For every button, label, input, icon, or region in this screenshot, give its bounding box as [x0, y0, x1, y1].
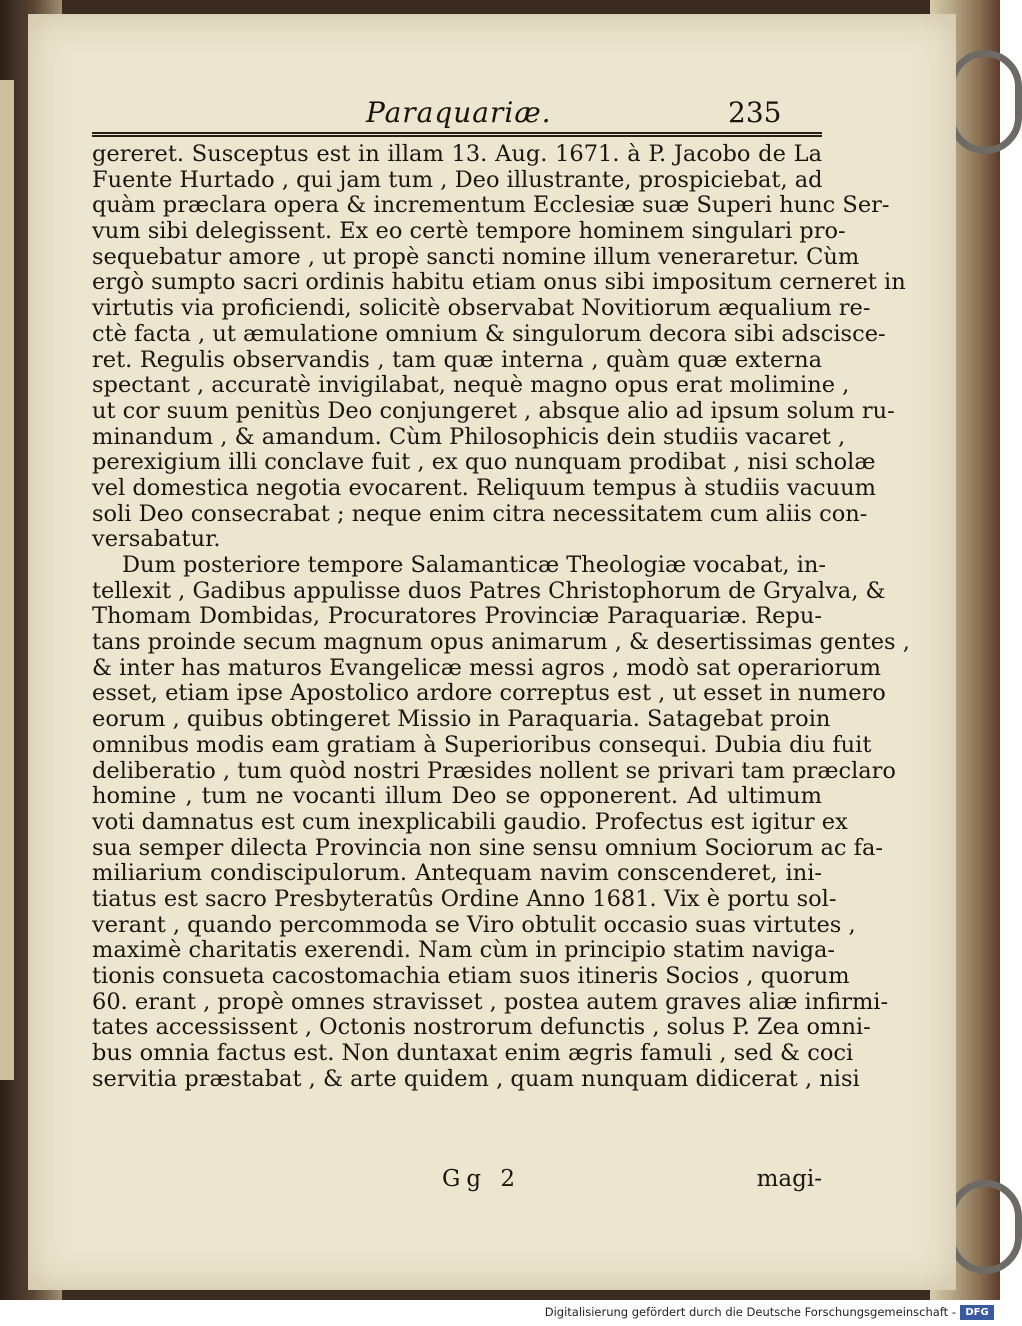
- text-line: ergò sumpto sacri ordinis habitu etiam onus sibi impositum cerneret in: [92, 269, 906, 296]
- page-number: 235: [728, 96, 782, 129]
- text-line: sequebatur amore , ut propè sancti nomine illum veneraretur. Cùm: [92, 243, 860, 270]
- credit-bar: [0, 1300, 1000, 1326]
- text-line: soli Deo consecrabat ; neque enim citra necessitatem cum aliis con-: [92, 500, 868, 527]
- text-line: vum sibi delegissent. Ex eo certè tempore hominem singulari pro-: [92, 218, 846, 245]
- text-line: bus omnia factus est. Non duntaxat enim ægris famuli , sed & coci: [92, 1040, 854, 1067]
- binding-clasp-bottom: [948, 1180, 1022, 1274]
- running-head-title: Paraquariæ.: [366, 96, 552, 129]
- text-line: servitia præstabat , & arte quidem , quam nunquam didicerat , nisi: [92, 1065, 860, 1092]
- text-line: virtutis via proficiendi, solicitè observabat Novitiorum æqualium re-: [92, 295, 871, 322]
- book-page: [28, 14, 956, 1290]
- catchword: magi-: [756, 1166, 822, 1192]
- facing-page-strip: [0, 80, 14, 1080]
- text-line: omnibus modis eam gratiam à Superioribus consequi. Dubia diu fuit: [92, 731, 872, 758]
- text-line: versabatur.: [92, 526, 221, 553]
- text-line: spectant , accuratè invigilabat, nequè magno opus erat molimine ,: [92, 372, 850, 399]
- text-line: tellexit , Gadibus appulisse duos Patres Christophorum de Gryalva, &: [92, 577, 886, 604]
- text-line: minandum , & amandum. Cùm Philosophicis dein studiis vacaret ,: [92, 423, 846, 450]
- text-line: homine , tum ne vocanti illum Deo se opponerent. Ad ultimum: [92, 783, 822, 810]
- text-line: tans proinde secum magnum opus animarum , & desertissimas gentes ,: [92, 629, 910, 656]
- text-line: & inter has maturos Evangelicæ messi agros , modò sat operariorum: [92, 654, 881, 681]
- running-head: [92, 94, 792, 144]
- credit-text: Digitalisierung gefördert durch die Deutsche Forschungsgemeinschaft -: [544, 1305, 956, 1319]
- signature-mark: Gg 2: [442, 1166, 522, 1192]
- text-line: Fuente Hurtado , qui jam tum , Deo illustrante, prospiciebat, ad: [92, 166, 823, 193]
- text-line: Dum posteriore tempore Salamanticæ Theologiæ vocabat, in-: [122, 552, 827, 578]
- text-line: miliarium condiscipulorum. Antequam navim conscenderet, ini-: [92, 860, 822, 887]
- text-line: ctè facta , ut æmulatione omnium & singulorum decora sibi adscisce-: [92, 320, 886, 347]
- text-line: eorum , quibus obtingeret Missio in Paraquaria. Satagebat proin: [92, 706, 831, 733]
- text-line: ret. Regulis observandis , tam quæ interna , quàm quæ externa: [92, 346, 822, 373]
- dfg-logo: DFG: [960, 1305, 994, 1320]
- paragraph: [92, 141, 906, 553]
- text-line: quàm præclara opera & incrementum Ecclesiæ suæ Superi hunc Ser-: [92, 192, 890, 219]
- header-rule: [92, 132, 822, 137]
- text-line: verant , quando percommoda se Viro obtulit occasio suas virtutes ,: [92, 911, 856, 938]
- text-line: perexigium illi conclave fuit , ex quo nunquam prodibat , nisi scholæ: [92, 449, 876, 476]
- text-line: gereret. Susceptus est in illam 13. Aug. 1671. à P. Jacobo de La: [92, 141, 822, 167]
- text-line: sua semper dilecta Provincia non sine sensu omnium Sociorum ac fa-: [92, 834, 883, 861]
- text-line: Thomam Dombidas, Procuratores Provinciæ Paraquariæ. Repu-: [92, 603, 822, 630]
- text-line: esset, etiam ipse Apostolico ardore correptus est , ut esset in numero: [92, 680, 886, 707]
- paragraph: [92, 552, 910, 1092]
- text-line: deliberatio , tum quòd nostri Præsides nollent se privari tam præclaro: [92, 757, 896, 784]
- page-footer: [92, 1166, 822, 1200]
- text-line: ut cor suum penitùs Deo conjungeret , absque alio ad ipsum solum ru-: [92, 397, 895, 424]
- body-text: [92, 141, 910, 1092]
- text-line: vel domestica negotia evocarent. Reliquum tempus à studiis vacuum: [92, 474, 876, 501]
- text-line: tionis consueta cacostomachia etiam suos itineris Socios , quorum: [92, 963, 850, 989]
- binding-clasp-top: [948, 50, 1022, 154]
- text-line: maximè charitatis exerendi. Nam cùm in principio statim naviga-: [92, 937, 835, 964]
- text-line: tates accessissent , Octonis nostrorum defunctis , solus P. Zea omni-: [92, 1014, 871, 1041]
- text-line: tiatus est sacro Presbyteratûs Ordine Anno 1681. Vix è portu sol-: [92, 885, 837, 912]
- text-line: 60. erant , propè omnes stravisset , postea autem graves aliæ infirmi-: [92, 988, 889, 1015]
- text-line: voti damnatus est cum inexplicabili gaudio. Profectus est igitur ex: [92, 808, 848, 835]
